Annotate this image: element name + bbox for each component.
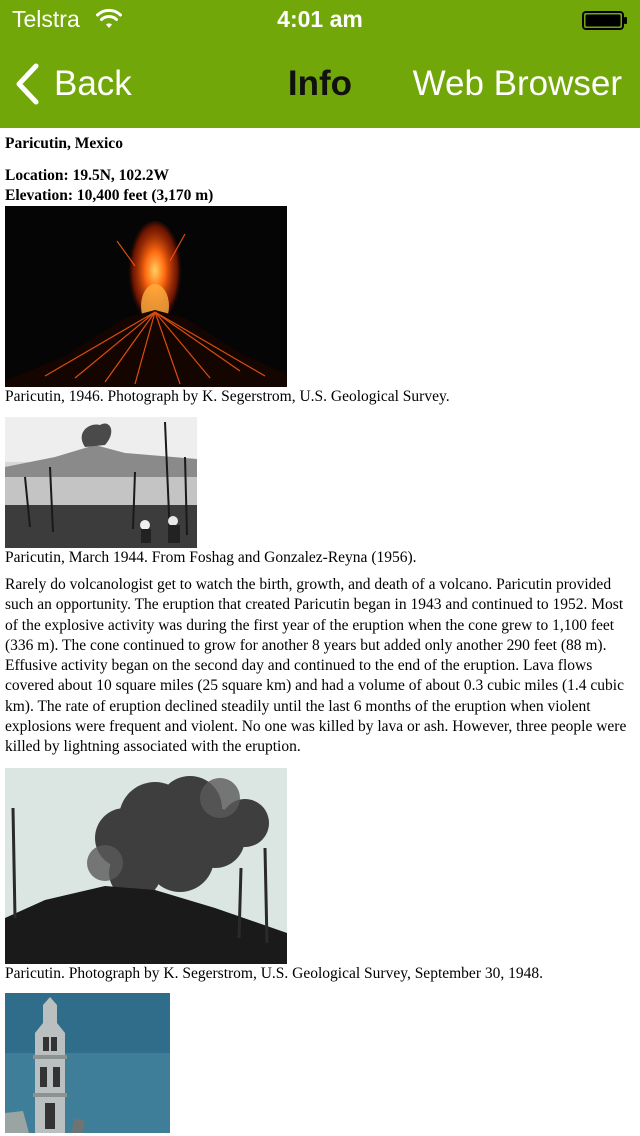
chevron-left-icon	[14, 63, 40, 105]
back-button-label: Back	[54, 64, 132, 103]
figure-caption: Paricutin, 1946. Photograph by K. Segerstrom, U.S. Geological Survey.	[5, 388, 450, 405]
back-button[interactable]	[14, 60, 132, 108]
eruption-night-photo	[5, 206, 287, 387]
ash-plume-photo	[5, 768, 287, 964]
figure-caption: Paricutin. Photograph by K. Segerstrom, U.S. Geological Survey, September 30, 1948.	[5, 964, 543, 982]
location-text: Location: 19.5N, 102.2W	[5, 167, 170, 184]
top-bar	[0, 0, 640, 128]
carrier-label: Telstra	[12, 6, 80, 32]
navigation-bar	[0, 40, 640, 128]
church-tower-photo	[5, 993, 170, 1133]
article-heading: Paricutin, Mexico	[5, 135, 123, 152]
battery-icon	[582, 11, 628, 30]
paricutin-1944-photo	[5, 417, 197, 548]
article-body: Rarely do volcanologist get to watch the birth, growth, and death of a volcano. Paricutin provided such an opportunity. The eruption that created Paricutin began in 1943 and continued to 1952. Most of the explosive activity was during the first year of the eruption when the cone grew to 1,100 feet (336 m). The cone continued to grow for another 8 years but added only another 290 feet (88 m). Effusive activity began on the second day and continued to the end of the eruption. Lava flows covered about 10 square miles (25 square km) and had a volume of about 0.3 cubic miles (1.4 cubic km). The rate of eruption declined steadily until the last 6 months of the eruption when violent explosions were frequent and violent. No one was killed by lava or ash. However, three people were killed by lightning associated with the eruption.	[5, 576, 627, 756]
article-content	[5, 134, 635, 1133]
status-time: 4:01 am	[277, 6, 363, 32]
web-browser-button[interactable]: Web Browser	[412, 64, 622, 103]
page-title: Info	[287, 64, 353, 103]
status-bar	[0, 0, 640, 40]
figure-caption: Paricutin, March 1944. From Foshag and Gonzalez-Reyna (1956).	[5, 549, 417, 566]
elevation-text: Elevation: 10,400 feet (3,170 m)	[5, 187, 214, 204]
